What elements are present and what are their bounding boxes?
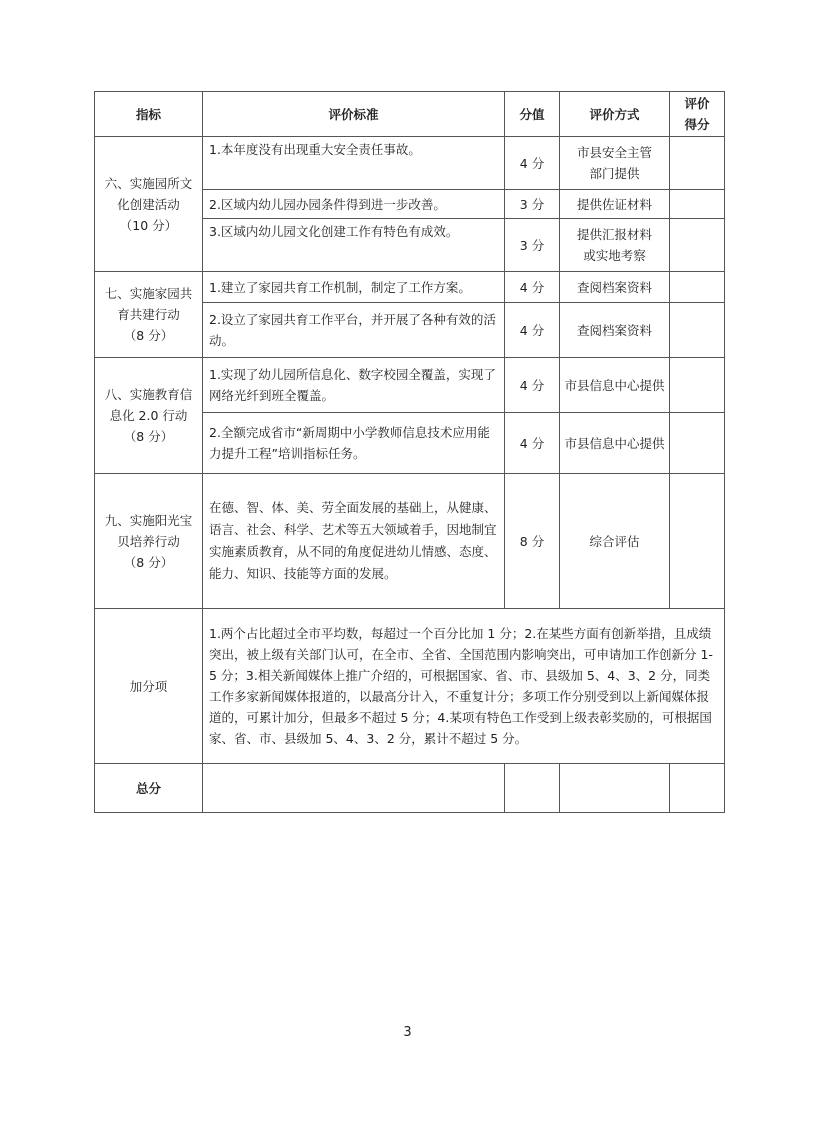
score-cell: 4 分 (505, 272, 560, 303)
score-cell: 4 分 (505, 137, 560, 190)
evaluation-score-cell (670, 137, 725, 190)
bonus-text: 1.两个占比超过全市平均数，每超过一个百分比加 1 分；2.在某些方面有创新举措，且成绩突出，被上级有关部门认可，在全市、全省、全国范围内影响突出，可申请加工作创新分 1-5 分；3.相关新闻媒体上推广介绍的，可根据国家、省、市、县级加 5、4、3、2 分，同类工作多家新闻媒体报道的，以最高分计入，不重复计分；多项工作分别受到以上新闻媒体报道的，可累计加分，但最多不超过 5 分；4.某项有特色工作受到上级表彰奖励的，可根据国家、省、市、县级加 5、4、3、2 分，累计不超过 5 分。 (203, 609, 725, 764)
method-cell: 市县信息中心提供 (560, 413, 670, 474)
table-row (95, 272, 725, 303)
evaluation-score-cell (670, 474, 725, 609)
method-cell: 查阅档案资料 (560, 303, 670, 358)
method-line: 部门提供 (589, 166, 640, 181)
indicator-line: 九、实施阳光宝 (104, 512, 193, 528)
table-row (95, 474, 725, 609)
header-indicator: 指标 (95, 92, 203, 137)
header-row (95, 92, 725, 137)
indicator-line: 息化 2.0 行动 (109, 408, 188, 423)
evaluation-score-cell (670, 358, 725, 413)
indicator-cell (95, 272, 203, 358)
header-score: 分值 (505, 92, 560, 137)
indicator-cell (95, 358, 203, 474)
method-line: 或实地考察 (583, 248, 646, 263)
evaluation-score-cell (670, 413, 725, 474)
total-row (95, 764, 725, 813)
header-evaluation-score-line-2: 得分 (684, 117, 710, 132)
indicator-line: （8 分） (123, 554, 174, 570)
score-cell: 4 分 (505, 358, 560, 413)
score-cell: 4 分 (505, 303, 560, 358)
score-cell: 3 分 (505, 190, 560, 219)
header-evaluation-score-line-1: 评价 (684, 96, 710, 111)
criterion-cell: 2.区域内幼儿园办园条件得到进一步改善。 (203, 190, 505, 219)
page-number: 3 (403, 1025, 412, 1040)
indicator-line: （10 分） (119, 217, 178, 233)
indicator-line: 七、实施家园共 (104, 286, 193, 301)
indicator-line: （8 分） (123, 328, 174, 343)
score-cell: 8 分 (505, 474, 560, 609)
method-line: 市县安全主管 (576, 145, 652, 160)
criterion-cell: 1.实现了幼儿园所信息化、数字校园全覆盖，实现了网络光纤到班全覆盖。 (203, 358, 505, 413)
score-cell: 4 分 (505, 413, 560, 474)
method-cell (560, 219, 670, 272)
bonus-label: 加分项 (95, 609, 203, 764)
indicator-line: 化创建活动 (117, 196, 180, 212)
score-cell: 3 分 (505, 219, 560, 272)
indicator-line: （8 分） (123, 429, 174, 444)
total-score-cell (505, 764, 560, 813)
total-method-cell (560, 764, 670, 813)
criterion-cell: 3.区域内幼儿园文化创建工作有特色有成效。 (203, 219, 505, 272)
criterion-cell: 在德、智、体、美、劳全面发展的基础上，从健康、语言、社会、科学、艺术等五大领域着手，因地制宜实施素质教育，从不同的角度促进幼儿情感、态度、能力、知识、技能等方面的发展。 (203, 474, 505, 609)
method-cell (560, 137, 670, 190)
evaluation-score-cell (670, 272, 725, 303)
evaluation-score-cell (670, 303, 725, 358)
indicator-cell (95, 137, 203, 272)
evaluation-score-cell (670, 190, 725, 219)
indicator-line: 贝培养行动 (117, 533, 180, 549)
method-cell: 查阅档案资料 (560, 272, 670, 303)
evaluation-table (94, 91, 725, 813)
total-label: 总分 (95, 764, 203, 813)
criterion-cell: 2.全额完成省市“新周期中小学教师信息技术应用能力提升工程”培训指标任务。 (203, 413, 505, 474)
criterion-cell: 1.本年度没有出现重大安全责任事故。 (203, 137, 505, 190)
method-line: 提供汇报材料 (576, 227, 652, 242)
evaluation-table-container (94, 91, 724, 813)
criterion-cell: 1.建立了家园共育工作机制，制定了工作方案。 (203, 272, 505, 303)
evaluation-score-cell (670, 219, 725, 272)
total-evaluation-score-cell (670, 764, 725, 813)
header-evaluation-score (670, 92, 725, 137)
method-cell: 综合评估 (560, 474, 670, 609)
method-cell: 市县信息中心提供 (560, 358, 670, 413)
method-cell: 提供佐证材料 (560, 190, 670, 219)
header-criterion: 评价标准 (203, 92, 505, 137)
indicator-line: 育共建行动 (117, 307, 180, 322)
bonus-row (95, 609, 725, 764)
indicator-line: 六、实施园所文 (104, 175, 193, 191)
total-criterion-cell (203, 764, 505, 813)
table-row (95, 358, 725, 413)
indicator-line: 八、实施教育信 (104, 387, 193, 402)
table-row (95, 137, 725, 190)
header-method: 评价方式 (560, 92, 670, 137)
indicator-cell (95, 474, 203, 609)
criterion-cell: 2.设立了家园共育工作平台，并开展了各种有效的活动。 (203, 303, 505, 358)
